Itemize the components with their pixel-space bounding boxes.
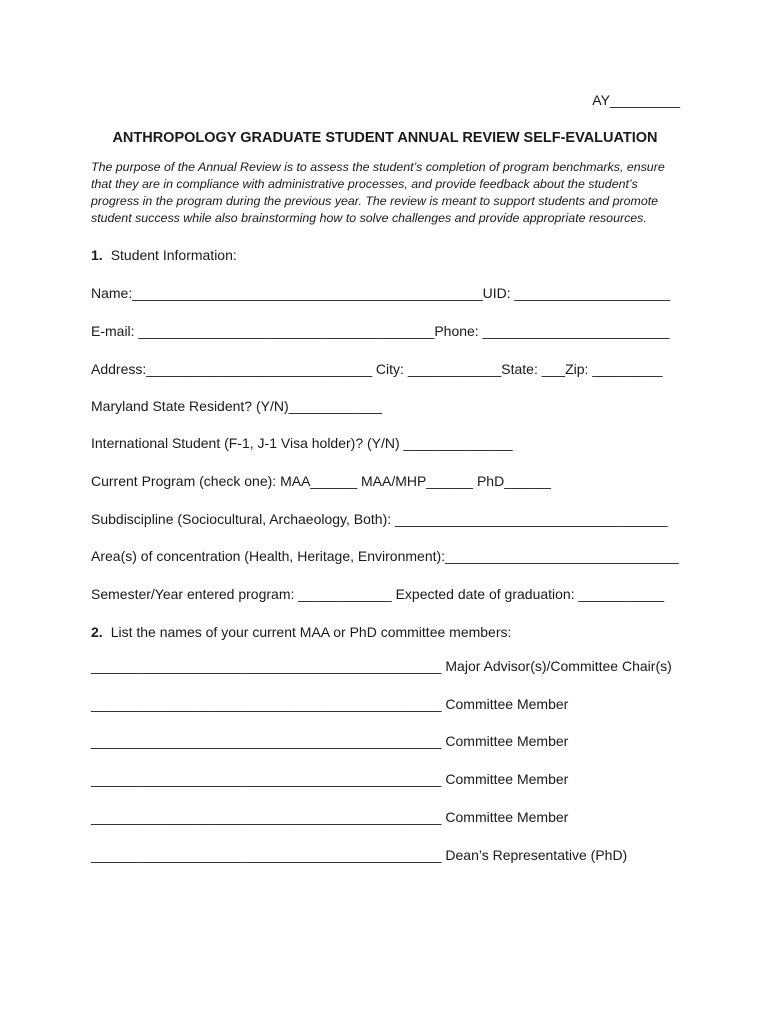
committee-row bbox=[91, 733, 568, 749]
committee-role: Dean’s Representative (PhD) bbox=[445, 847, 628, 863]
committee-row bbox=[91, 847, 627, 863]
committee-role: Committee Member bbox=[445, 809, 569, 825]
committee-blank: _____________________________________________ bbox=[91, 847, 442, 863]
subdiscipline-line: Subdiscipline (Sociocultural, Archaeology, Both): ___________________________________ bbox=[91, 511, 668, 527]
committee-row bbox=[91, 696, 568, 712]
section-1-heading bbox=[91, 247, 237, 263]
committee-blank: _____________________________________________ bbox=[91, 696, 442, 712]
committee-row bbox=[91, 771, 568, 787]
committee-blank: _____________________________________________ bbox=[91, 771, 442, 787]
current-program-line: Current Program (check one): MAA______ MAA/MHP______ PhD______ bbox=[91, 473, 551, 489]
committee-role: Committee Member bbox=[445, 771, 569, 787]
intro-paragraph: The purpose of the Annual Review is to assess the student’s completion of program benchmarks, ensure that they are in compliance with administrative processes, and provide feedback about the student’s progress in the program during the previous year. The review is meant to support students and promote student success while also brainstorming how to solve challenges and provide appropriate resources. bbox=[91, 160, 665, 225]
section-1-number: 1. bbox=[91, 247, 103, 263]
md-resident-line: Maryland State Resident? (Y/N)____________ bbox=[91, 398, 383, 414]
committee-blank: _____________________________________________ bbox=[91, 809, 442, 825]
international-student-line: International Student (F-1, J-1 Visa holder)? (Y/N) ______________ bbox=[91, 435, 513, 451]
email-phone-line: E-mail: ______________________________________Phone: ________________________ bbox=[91, 323, 670, 339]
concentration-line: Area(s) of concentration (Health, Heritage, Environment):______________________________ bbox=[91, 548, 679, 564]
committee-row bbox=[91, 658, 672, 674]
address-line: Address:_____________________________ City: ____________State: ___Zip: _________ bbox=[91, 361, 663, 377]
committee-role: Major Advisor(s)/Committee Chair(s) bbox=[445, 658, 672, 674]
committee-role: Committee Member bbox=[445, 696, 569, 712]
document-title: ANTHROPOLOGY GRADUATE STUDENT ANNUAL REVIEW SELF-EVALUATION bbox=[112, 130, 658, 146]
committee-row bbox=[91, 809, 568, 825]
committee-blank: _____________________________________________ bbox=[91, 658, 442, 674]
section-2-number: 2. bbox=[91, 624, 103, 640]
committee-blank: _____________________________________________ bbox=[91, 733, 442, 749]
section-2-heading bbox=[91, 624, 511, 640]
academic-year-field: AY_________ bbox=[592, 92, 680, 108]
section-2-title: List the names of your current MAA or PhD committee members: bbox=[110, 624, 512, 640]
semester-graduation-line: Semester/Year entered program: ____________ Expected date of graduation: ___________ bbox=[91, 586, 665, 602]
name-uid-line: Name:_____________________________________________UID: ____________________ bbox=[91, 285, 671, 301]
section-1-title: Student Information: bbox=[110, 247, 237, 263]
committee-role: Committee Member bbox=[445, 733, 569, 749]
